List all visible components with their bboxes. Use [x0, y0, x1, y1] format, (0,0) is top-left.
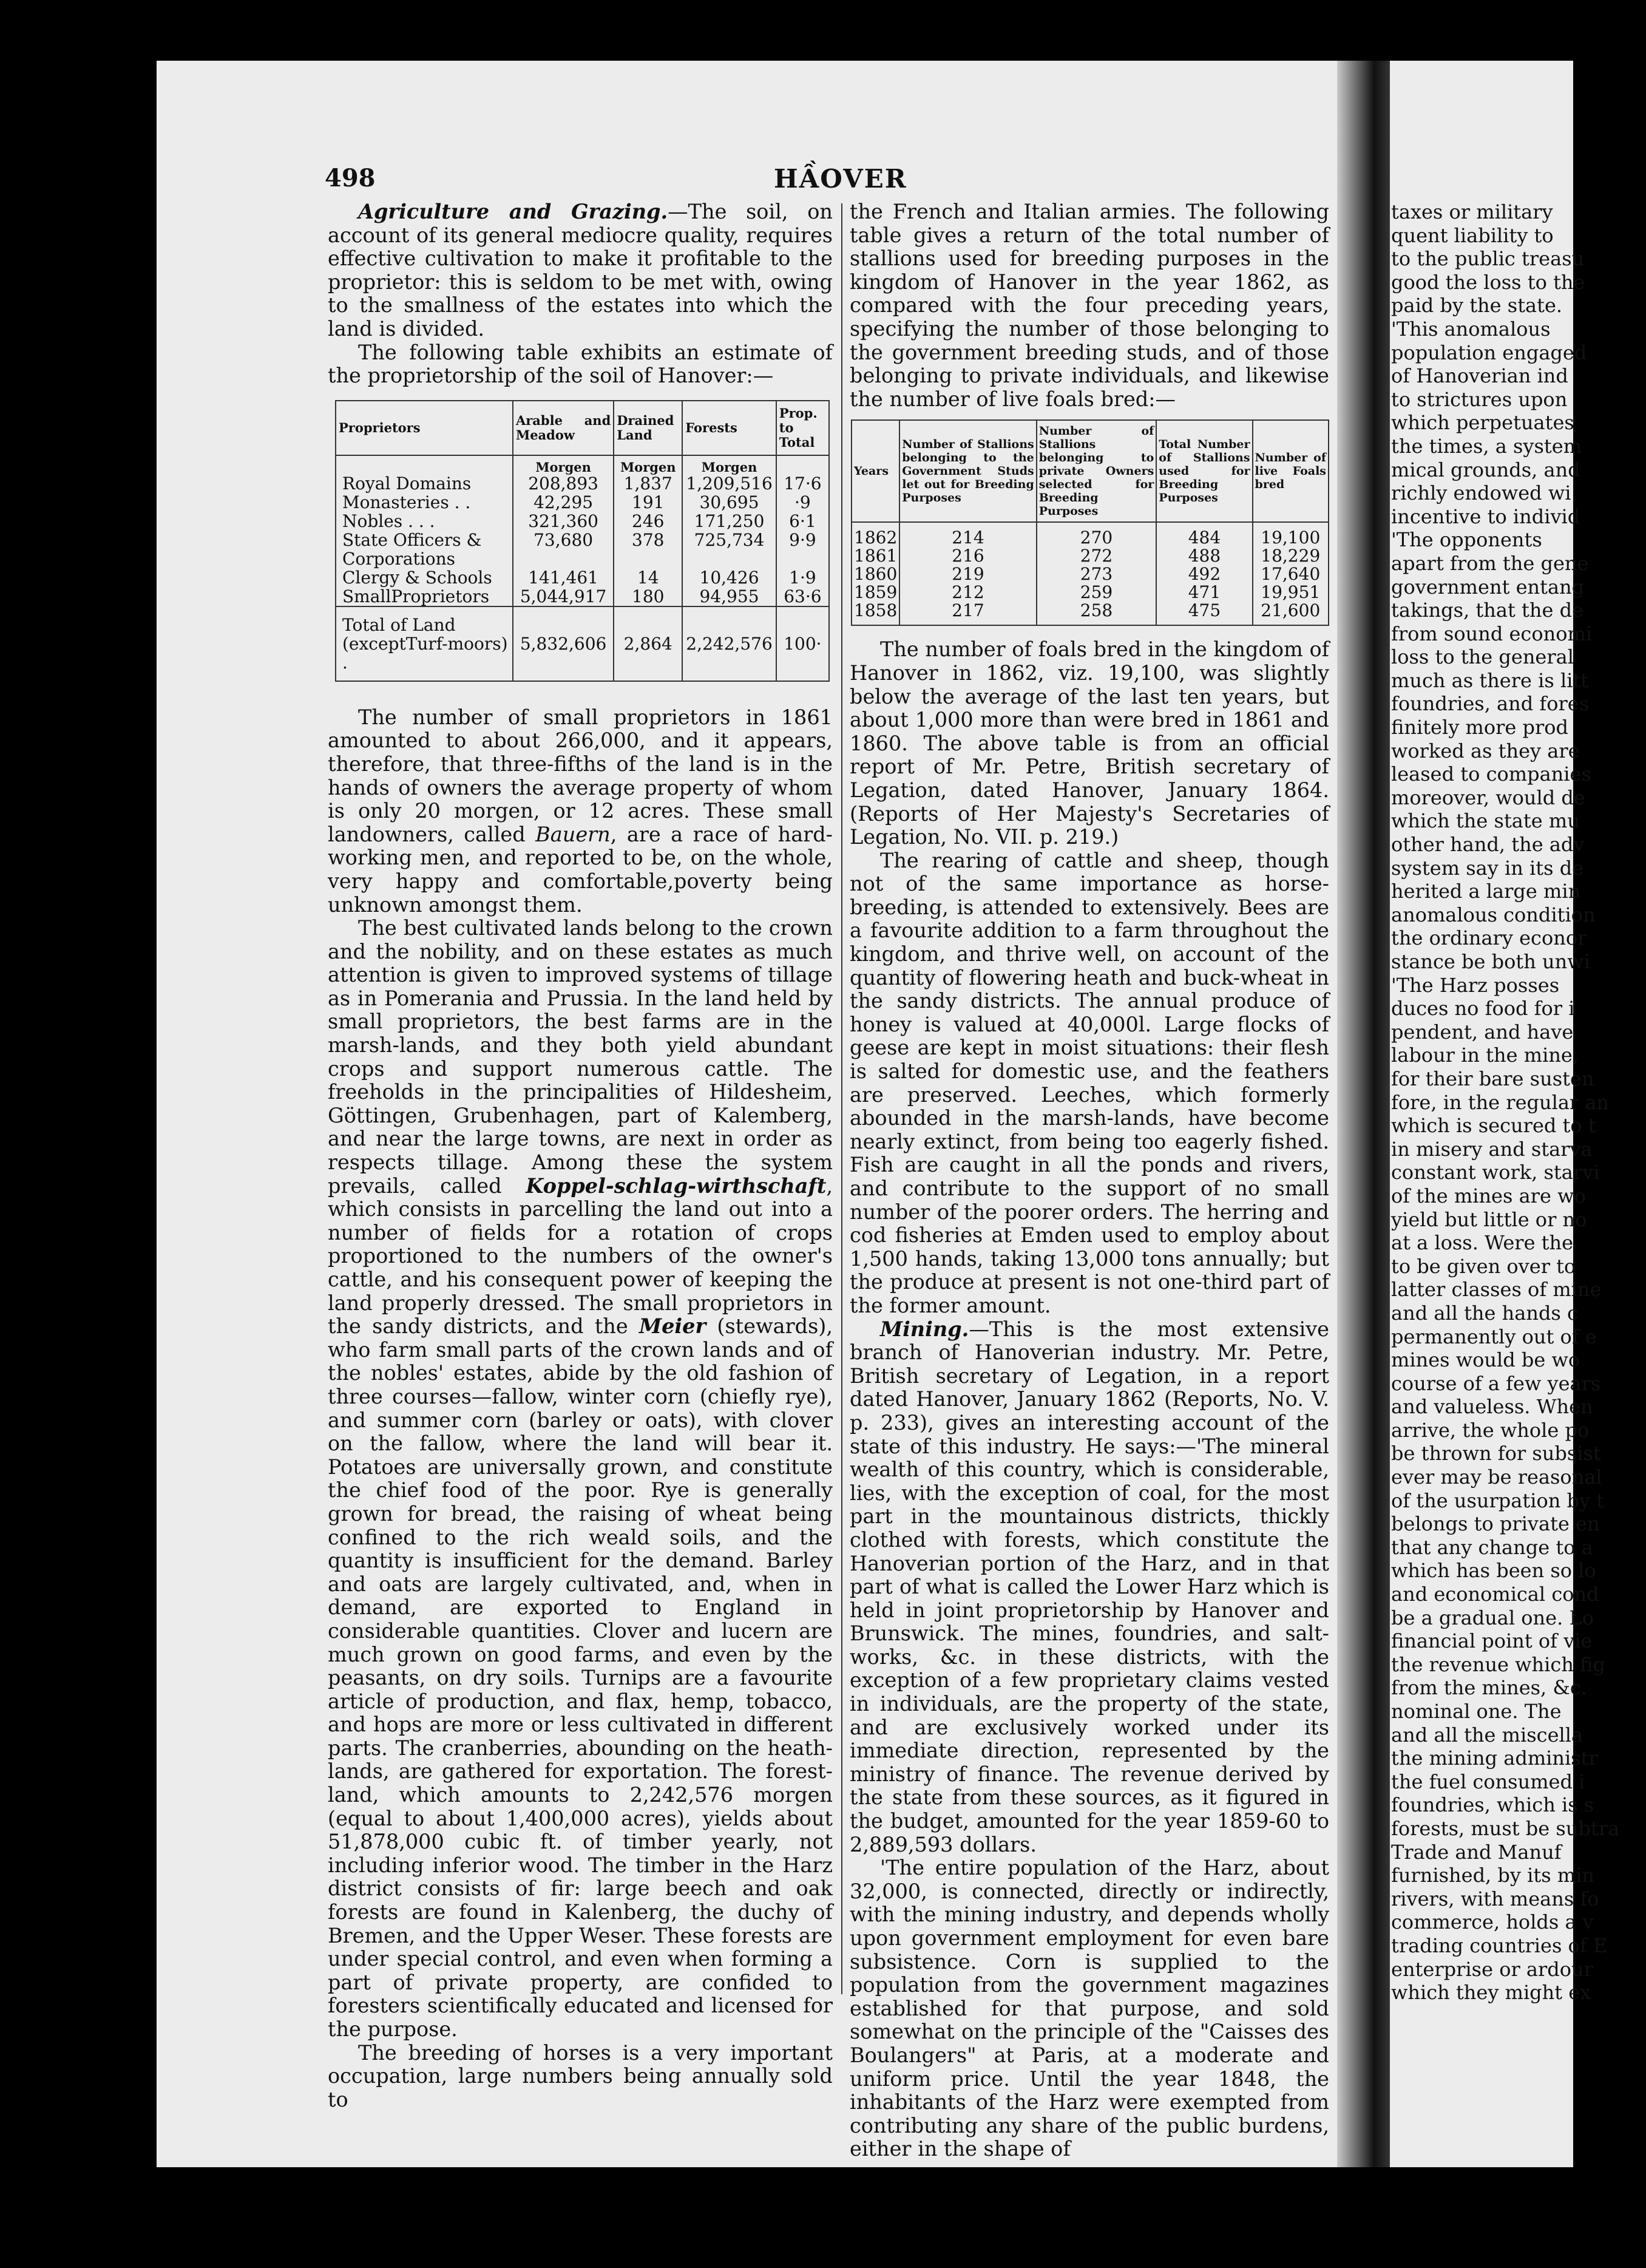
table-row [336, 568, 829, 587]
table-cell: 19,100 [1253, 522, 1329, 547]
table-cell: 73,680 [513, 531, 614, 568]
table-header-cell: Number of live Foals bred [1253, 420, 1329, 522]
text-line: apart from the gene [1391, 551, 1589, 575]
text-line: permanently out of e [1391, 1325, 1597, 1348]
table-cell: Morgen [614, 455, 682, 474]
paragraph-text: The number of small proprietors in 1861 amounted to about 266,000, and it appears, therefore, that three-fifths of the land is in the hands of owners the average property of whom is only 20 morgen, or 12 acres. These small landowners, called [328, 705, 833, 846]
text-line: system say in its de [1391, 856, 1584, 880]
table-row [852, 565, 1329, 583]
paragraph-cattle: The rearing of cattle and sheep, though not of the same importance as horse-breeding, is attended to extensively. Bees are a favourite addition to a farm throughout the kingdom, and thrive well, on account of the quantity of flowering heath and buck-wheat in the sandy districts. The annual produce of honey is valued at 40,000l. Large flocks of geese are kept in moist situations: their flesh is salted for domestic use, and the feathers are preserved. Leeches, which formerly abounded in the marsh-lands, have become nearly extinct, from being too eagerly fished. Fish are caught in all the ponds and rivers, and contribute to the support of no small number of the poorer orders. The herring and cod fisheries at Emden used to employ about 1,500 hands, taking 13,000 tons annually; but the produce at present is not one-third part of the former amount. [850, 848, 1329, 1317]
text-line: to the public treasu [1391, 247, 1585, 271]
table-cell: 171,250 [682, 512, 776, 531]
italic-term: Meier [639, 1314, 706, 1339]
section-heading-agriculture: Agriculture and Grazing. [358, 200, 668, 223]
text-line: stance be both unwi [1391, 950, 1590, 973]
stallions-table [851, 419, 1329, 626]
text-line: and all the hands c [1391, 1301, 1578, 1325]
text-line: quent liability to [1391, 223, 1554, 247]
text-line: forests, must be subtra [1391, 1816, 1620, 1840]
paragraph-foals: The number of foals bred in the kingdom of Hanover in 1862, viz. 19,100, was slightly below the average of the last ten years, but about 1,000 more than were bred in 1861 and 1860. The above table is from an official report of Mr. Petre, British secretary of Legation, dated Hanover, January 1864. (Reports of Her Majesty's Secretaries of Legation, No. VII. p. 219.) [850, 637, 1330, 849]
text-line: paid by the state. [1391, 294, 1563, 317]
text-line: at a loss. Were the [1391, 1231, 1574, 1255]
proprietors-table [335, 400, 830, 682]
table-cell: 1860 [852, 565, 899, 583]
table-cell: 2,864 [614, 606, 682, 681]
text-line: moreover, would de [1391, 786, 1585, 809]
text-line: the revenue which fig [1391, 1652, 1605, 1676]
table-cell: 180 [614, 587, 682, 606]
paragraph-table-intro: The following table exhibits an estimate of the proprietorship of the soil of Hanover:— [328, 340, 833, 388]
table-row [852, 602, 1329, 625]
text-line: yield but little or no [1391, 1207, 1587, 1231]
table-cell: 63·6 [776, 587, 829, 606]
text-line: the ordinary econor [1391, 926, 1587, 950]
table-cell: 321,360 [513, 512, 614, 531]
text-line: course of a few years [1391, 1371, 1601, 1395]
text-line: and valueless. When [1391, 1395, 1593, 1419]
text-line: to strictures upon [1391, 387, 1568, 411]
table-header-row [852, 420, 1329, 522]
table-cell: 9·9 [776, 531, 829, 568]
text-line: 'This anomalous [1391, 317, 1551, 341]
table-cell: 1·9 [776, 568, 829, 587]
text-line: the times, a system [1391, 434, 1582, 458]
table-total-row [336, 606, 829, 681]
table-cell: Royal Domains [336, 474, 513, 493]
table-cell: 488 [1156, 547, 1252, 565]
text-line: from the mines, &c. [1391, 1676, 1587, 1700]
text-line: belongs to private en [1391, 1512, 1600, 1536]
table-cell: 10,426 [682, 568, 776, 587]
table-cell: 219 [899, 565, 1036, 583]
column-right-cropped [1391, 200, 1646, 2005]
text-line: ever may be reasonal [1391, 1465, 1602, 1489]
text-line: of Hanoverian ind [1391, 364, 1568, 388]
paragraph-small-proprietors [328, 706, 833, 917]
table-cell: 14 [614, 568, 682, 587]
text-line: anomalous condition [1391, 903, 1596, 926]
table-cell [336, 455, 513, 474]
table-cell: 21,600 [1253, 602, 1329, 625]
table-header-cell: Number of Stallions belonging to the Government Studs let out for Breeding Purposes [899, 420, 1036, 522]
page-number: 498 [325, 164, 376, 192]
table-cell: 1858 [852, 602, 899, 625]
text-line: mines would be wo [1391, 1348, 1580, 1372]
text-line: which the state mu [1391, 809, 1580, 833]
text-line: in misery and starva [1391, 1137, 1593, 1161]
table-cell: 17·6 [776, 474, 829, 493]
table-cell: 212 [899, 583, 1036, 602]
table-cell: 1859 [852, 583, 899, 602]
text-line: herited a large min [1391, 880, 1581, 903]
section-heading-mining: Mining. [880, 1317, 969, 1341]
table-header-cell: Prop. to Total [776, 401, 829, 455]
table-cell: 492 [1156, 565, 1252, 583]
text-line: much as there is litt [1391, 668, 1589, 692]
paragraph-horses: The breeding of horses is a very important occupation, large numbers being annually sold to [328, 2040, 833, 2111]
paragraph-harz-population: 'The entire population of the Harz, about 32,000, is connected, directly or indirectly, with the mining industry, and depends wholly upon government employment for even bare subsistence. Corn is supplied to the population from the government magazines established for that purpose, and sold somewhat on the principle of the "Caisses des Boulangers" at Paris, at a moderate and uniform price. Until the year 1848, the inhabitants of the Harz were exempted from contributing any share of the public burdens, either in the shape of [850, 1856, 1329, 2161]
table-cell: Monasteries . . [336, 493, 513, 512]
text-line: furnished, by its min [1391, 1864, 1594, 1887]
table-cell: 2,242,576 [682, 606, 776, 681]
text-line: population engaged [1391, 341, 1587, 364]
table-header-row [336, 401, 829, 455]
table-header-cell: Years [852, 420, 899, 522]
page-title: HẦOVER [774, 164, 907, 194]
table-units-row [336, 455, 829, 474]
table-cell: 246 [614, 512, 682, 531]
text-line: finitely more prod [1391, 716, 1569, 739]
table-cell: 6·1 [776, 512, 829, 531]
table-cell: 141,461 [513, 568, 614, 587]
table-row [336, 474, 829, 493]
text-line: of the mines are wo [1391, 1184, 1586, 1207]
table-cell: 378 [614, 531, 682, 568]
table-cell: 208,893 [513, 474, 614, 493]
text-line: fore, in the regular an [1391, 1090, 1610, 1114]
table-row [336, 512, 829, 531]
table-cell: State Officers & Corporations [336, 531, 513, 568]
text-line: other hand, the adv [1391, 833, 1585, 857]
paragraph-mining [850, 1318, 1329, 1857]
table-row [852, 522, 1329, 547]
text-line: 'The Harz posses [1391, 973, 1560, 997]
table-row [852, 583, 1329, 602]
table-cell: 30,695 [682, 493, 776, 512]
table-cell: 471 [1156, 583, 1252, 602]
table-cell: ·9 [776, 493, 829, 512]
text-line: government entang [1391, 575, 1585, 599]
column-middle [850, 200, 1329, 2161]
table-cell: 272 [1037, 547, 1157, 565]
table-row [336, 493, 829, 512]
table-cell: 18,229 [1253, 547, 1329, 565]
text-line: Trade and Manuf [1391, 1840, 1562, 1864]
table-cell: 217 [899, 602, 1036, 625]
text-line: foundries, which is s [1391, 1793, 1594, 1817]
paragraph-agriculture [328, 200, 833, 341]
table-cell: Morgen [513, 455, 614, 474]
text-line: 'The opponents [1391, 528, 1542, 552]
table-cell: Clergy & Schools [336, 568, 513, 587]
paragraph-stallions-intro: the French and Italian armies. The following table gives a return of the total number of stallions used for breeding purposes in the kingdom of Hanover in the year 1862, as compared with the four preceding years, specifying the number of those belonging to the government breeding studs, and of those belonging to private individuals, and likewise the number of live foals bred:— [850, 200, 1329, 411]
table-cell [776, 455, 829, 474]
text-line: the fuel consumed i [1391, 1770, 1585, 1793]
paragraph-text: (stewards), who farm small parts of the crown lands and of the nobles' estates, abide by the old fashion of three courses—fallow, winter corn (chiefly rye), and summer corn (barley or oats), with clover on the fallow, where the land will bear it. Potatoes are universally grown, and constitute the chief food of the poor. Rye is generally grown for bread, the raising of wheat being confined to the rich weald soils, and the quantity is insufficient for the demand. Barley and oats are largely cultivated, and, when in demand, are exported to England in considerable quantities. Clover and lucern are much grown on good farms, and even by the peasants, on dry soils. Turnips are a favourite article of production, and flax, hemp, tobacco, and hops are more or less cultivated in different parts. The cranberries, abounding on the heath-lands, are gathered for exportation. The forest-land, which amounts to 2,242,576 morgen (equal to about 1,400,000 acres), yields about 51,878,000 cubic ft. of timber yearly, not including inferior wood. The timber in the Harz district consists of fir: large beech and oak forests are found in Kalenberg, the duchy of Bremen, and the Upper Weser. These forests are under special control, and even when forming a part of private property, are confided to foresters scientifically educated and licensed for the purpose. [328, 1314, 833, 2041]
text-line: and economical cond [1391, 1583, 1599, 1606]
text-line: foundries, and fores [1391, 692, 1590, 716]
table-cell: 1861 [852, 547, 899, 565]
table-cell: SmallProprietors [336, 587, 513, 606]
text-line: the mining administr [1391, 1747, 1598, 1770]
table-row [336, 531, 829, 568]
text-line: to be given over to [1391, 1254, 1576, 1278]
text-line: loss to the general [1391, 645, 1574, 669]
text-line: enterprise or ardour [1391, 1957, 1593, 1981]
text-line: good the loss to the [1391, 270, 1585, 294]
paragraph-text: , are a race of hard-working men, and reported to be, on the whole, very happy and comfortable,poverty being unknown amongst them. [328, 822, 833, 917]
table-header-cell: Drained Land [614, 401, 682, 455]
paragraph-text: , which consists in parcelling the land out into a number of fields for a rotation of crops proportioned to the numbers of the owner's cattle, and his consequent power of keeping the land properly dressed. The small proprietors in the sandy districts, and the [328, 1173, 833, 1339]
table-cell: 258 [1037, 602, 1157, 625]
text-line: takings, that the de [1391, 599, 1583, 622]
text-line: that any change to a [1391, 1535, 1593, 1559]
table-cell: 5,044,917 [513, 587, 614, 606]
table-cell: 42,295 [513, 493, 614, 512]
text-line: pendent, and have [1391, 1020, 1574, 1044]
table-header-cell: Arable and Meadow [513, 401, 614, 455]
paragraph-text: —The soil, on account of its general mediocre quality, requires effective cultivation to make it profitable to the proprietor: this is seldom to be met with, owing to the smallness of the estates into which the land is divided. [328, 200, 833, 341]
running-header [325, 164, 1326, 200]
text-line: and all the miscella [1391, 1723, 1583, 1747]
text-line: rivers, with means fo [1391, 1887, 1599, 1910]
table-cell: 725,734 [682, 531, 776, 568]
table-row [336, 587, 829, 606]
text-line: which perpetuates [1391, 411, 1574, 435]
paragraph-text: —This is the most extensive branch of Hanoverian industry. Mr. Petre, British secretary of Legation, in a report dated Hanover, January 1862 (Reports, No. V. p. 233), gives an interesting account of the state of this industry. He says:—'The mineral wealth of this country, which is considerable, lies, with the exception of coal, for the most part in the mountainous districts, thickly clothed with forests, which constitute the Hanoverian portion of the Harz, and in that part of what is called the Lower Harz which is held in joint proprietorship by Hanover and Brunswick. The mines, foundries, and salt-works, &c. in these districts, with the exception of a few proprietary claims vested in individuals, are the property of the state, and are exclusively worked under its immediate direction, represented by the ministry of finance. The revenue derived by the state from these sources, as it figured in the budget, amounted for the year 1859-60 to 2,889,593 dollars. [850, 1317, 1329, 1856]
table-cell: 1,209,516 [682, 474, 776, 493]
table-cell: 5,832,606 [513, 606, 614, 681]
text-line: worked as they are [1391, 739, 1580, 762]
text-line: arrive, the whole po [1391, 1418, 1590, 1442]
table-header-cell: Forests [682, 401, 776, 455]
table-cell: 259 [1037, 583, 1157, 602]
text-line: be a gradual one. Lo [1391, 1606, 1594, 1629]
table-cell: 484 [1156, 522, 1252, 547]
table-header-cell: Total Number of Stallions used for Breeding Purposes [1156, 420, 1252, 522]
table-cell: 214 [899, 522, 1036, 547]
text-line: incentive to individ [1391, 504, 1580, 528]
table-cell: 216 [899, 547, 1036, 565]
table-cell: 1,837 [614, 474, 682, 493]
italic-term: Koppel-schlag-wirthschaft [526, 1173, 827, 1198]
paragraph-cultivation [328, 917, 833, 2042]
text-line: which is secured to t [1391, 1114, 1596, 1138]
column-divider [841, 203, 842, 1994]
paragraph-text: The best cultivated lands belong to the crown and the nobility, and on these estates as much attention is given to improved systems of tillage as in Pomerania and Prussia. In the land held by small proprietors, the best farms are in the marsh-lands, and they both yield abundant crops and support numerous cattle. The freeholds in the principalities of Hildesheim, Göttingen, Grubenhagen, part of Kalemberg, and near the large towns, are next in order as respects tillage. Among these the system prevails, called [328, 916, 833, 1198]
text-line: mical grounds, and [1391, 458, 1580, 481]
text-line: which has been so lo [1391, 1559, 1596, 1583]
table-row [852, 547, 1329, 565]
text-line: leased to companies [1391, 762, 1591, 786]
table-cell: 273 [1037, 565, 1157, 583]
table-cell: 270 [1037, 522, 1157, 547]
table-cell: 19,951 [1253, 583, 1329, 602]
text-line: labour in the mine, [1391, 1044, 1579, 1067]
table-cell: Nobles . . . [336, 512, 513, 531]
text-line: trading countries of E [1391, 1934, 1608, 1957]
text-line: from sound economi [1391, 622, 1593, 645]
table-cell: 17,640 [1253, 565, 1329, 583]
table-cell: 191 [614, 493, 682, 512]
table-header-cell: Proprietors [336, 401, 513, 455]
text-line: nominal one. The [1391, 1700, 1562, 1723]
table-cell: Total of Land (exceptTurf-moors) . [336, 606, 513, 681]
text-line: financial point of vie [1391, 1629, 1593, 1653]
italic-term: Bauern [535, 822, 611, 846]
text-line: latter classes of mine [1391, 1278, 1602, 1302]
column-left [328, 200, 833, 2111]
text-line: richly endowed wi [1391, 481, 1571, 505]
text-line: which they might ex [1391, 1981, 1591, 2005]
text-line: constant work, starvi [1391, 1161, 1600, 1184]
table-cell: 100· [776, 606, 829, 681]
text-line: for their bare susten [1391, 1067, 1594, 1090]
table-cell: 94,955 [682, 587, 776, 606]
text-line: be thrown for subsist [1391, 1442, 1601, 1465]
table-cell: Morgen [682, 455, 776, 474]
text-line: of the usurpation by t [1391, 1489, 1605, 1512]
text-line: commerce, holds a v [1391, 1910, 1594, 1934]
book-gutter [1337, 61, 1390, 2167]
text-line: taxes or military [1391, 200, 1553, 223]
table-cell: 1862 [852, 522, 899, 547]
text-line: duces no food for i [1391, 997, 1575, 1020]
table-cell: 475 [1156, 602, 1252, 625]
table-header-cell: Number of Stallions belonging to private Owners selected for Breeding Purposes [1037, 420, 1157, 522]
